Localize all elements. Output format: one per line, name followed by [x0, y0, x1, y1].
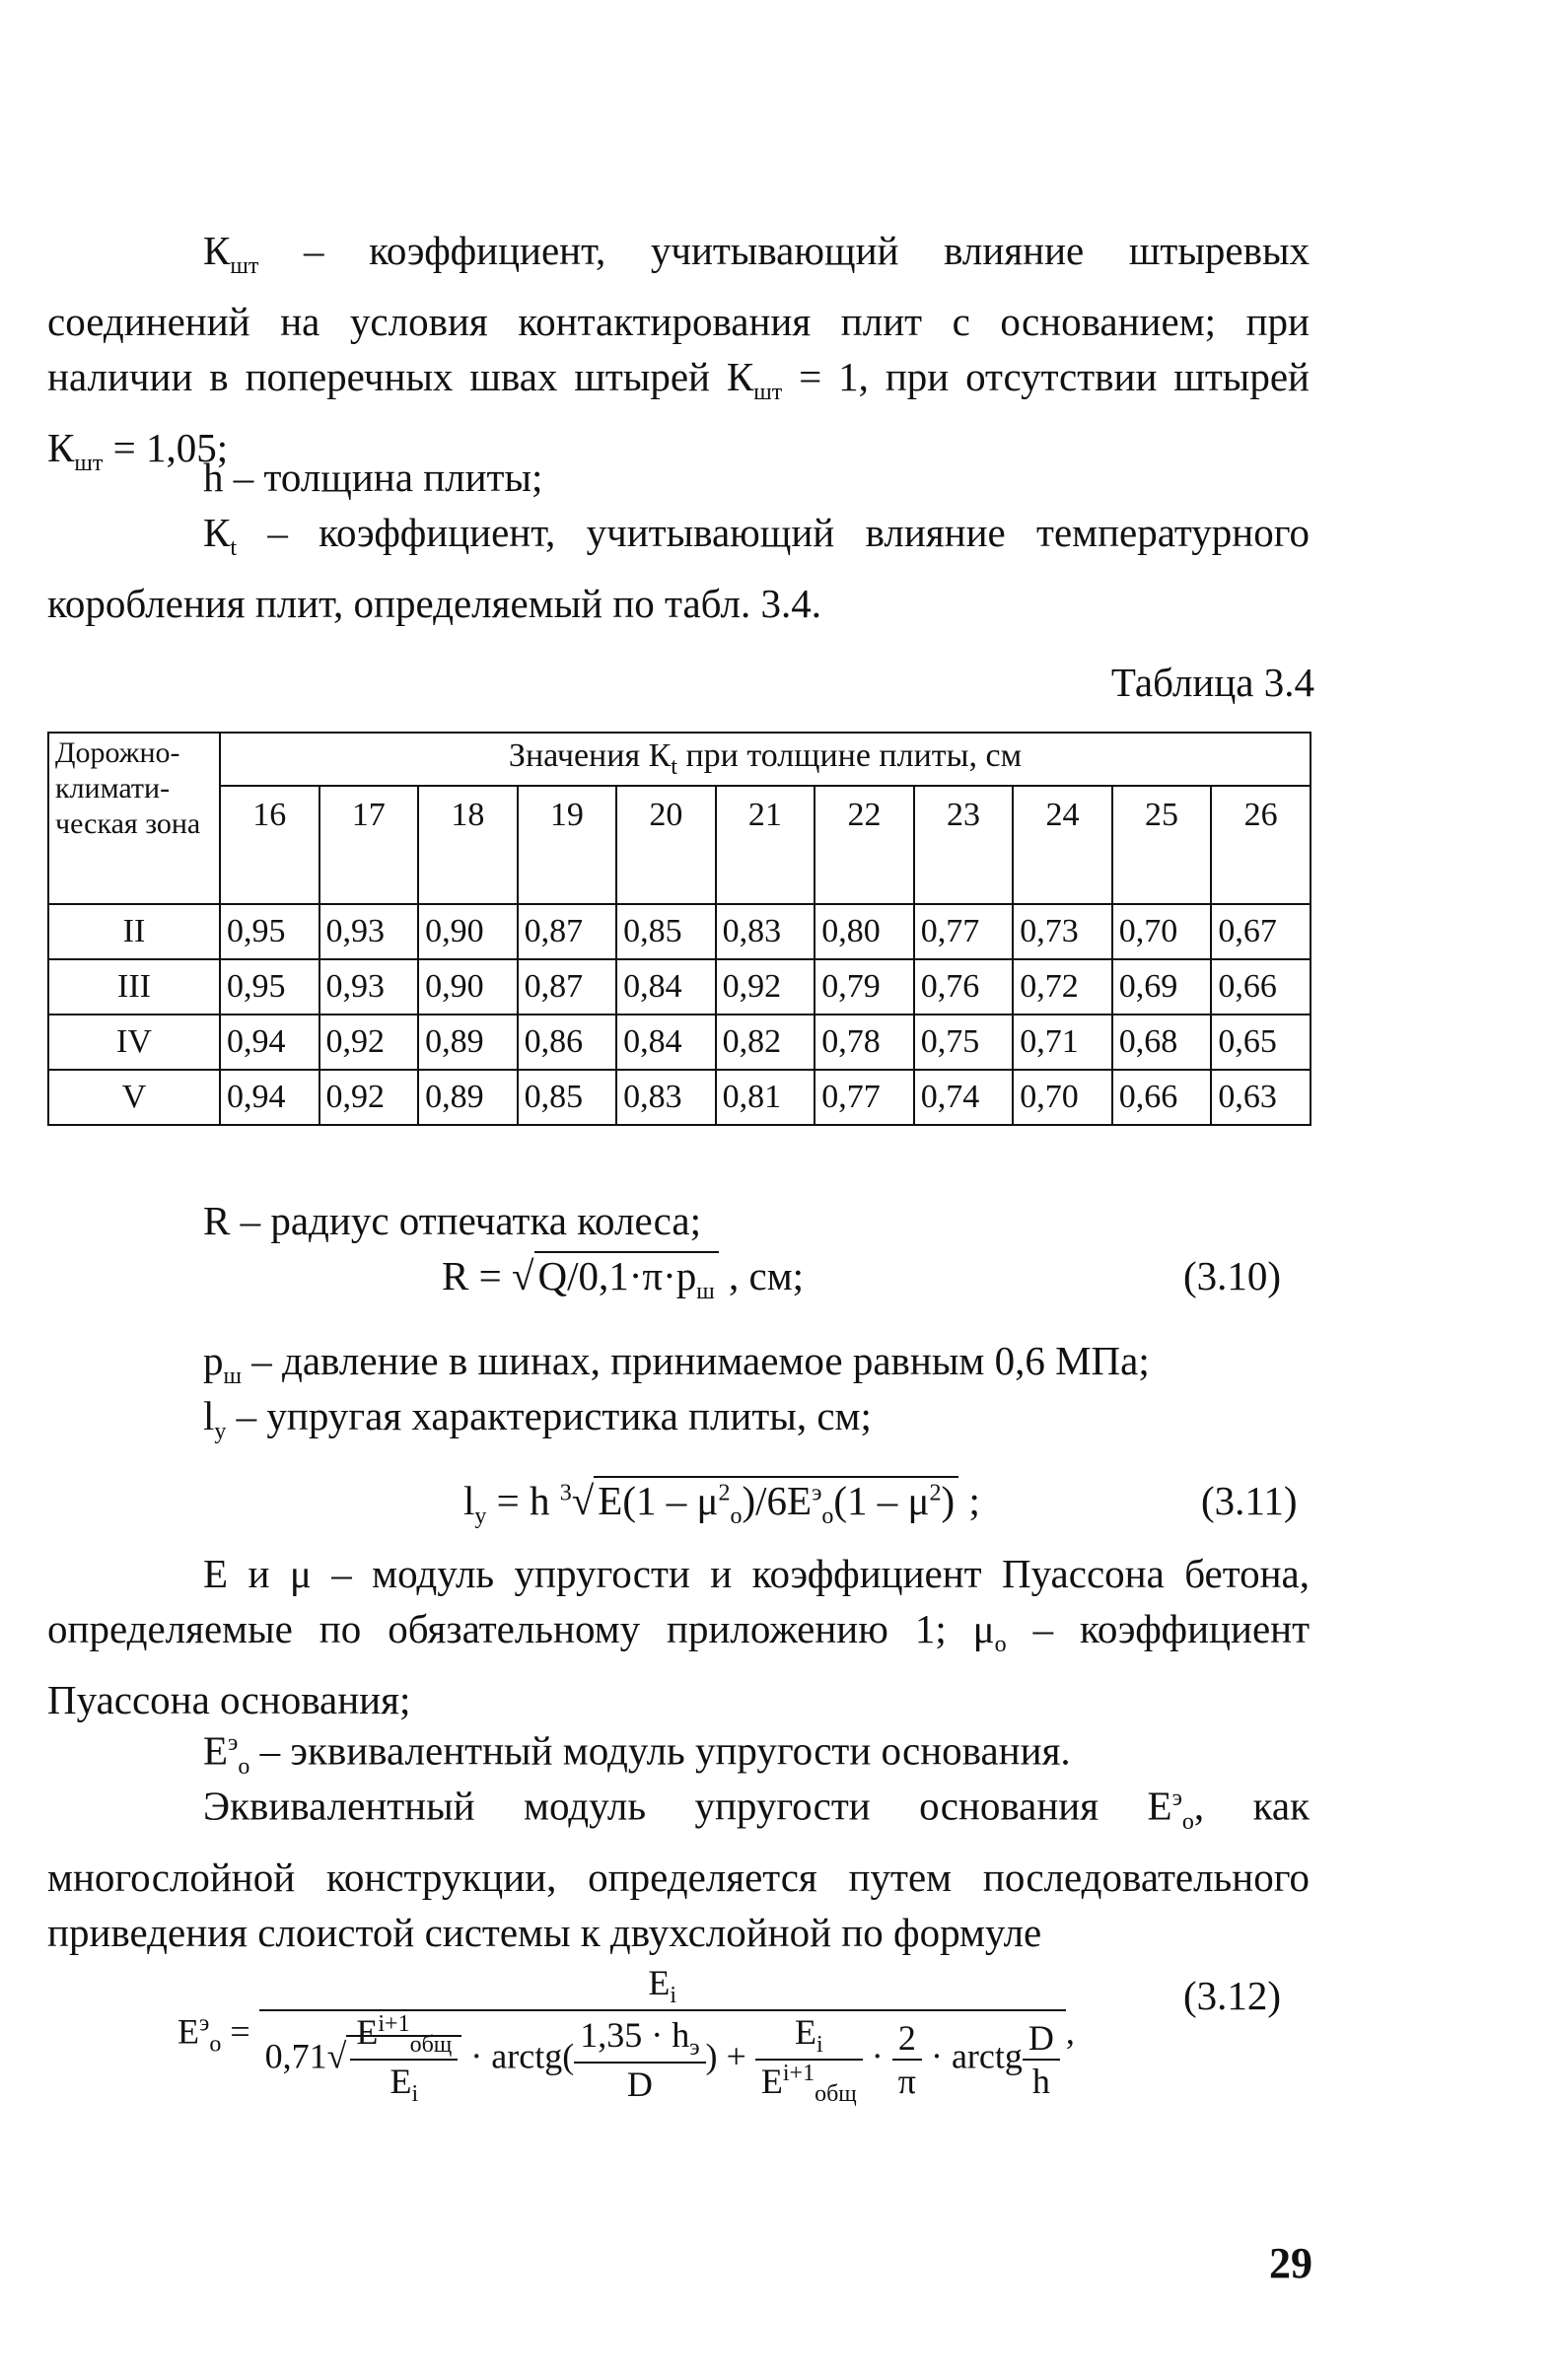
radical [346, 2011, 461, 2108]
table-header-row [48, 733, 1311, 786]
value-cell: 0,83 [716, 904, 815, 959]
paragraph-equivalent-modulus [47, 1771, 1310, 1960]
paragraph-r: R – радиус отпечатка колеса; [203, 1198, 701, 1243]
value-cell: 0,94 [220, 1070, 319, 1125]
value-cell: 0,89 [418, 1070, 518, 1125]
fraction [574, 2014, 705, 2105]
value-cell: 0,89 [418, 1015, 518, 1070]
text: · [862, 2036, 892, 2076]
value-cell: 0,92 [716, 959, 815, 1015]
subscript: шт [74, 451, 104, 477]
value-cell: 0,87 [518, 959, 617, 1015]
value-cell: 0,66 [1112, 1070, 1212, 1125]
superscript: э [812, 1480, 822, 1506]
superscript: i+1 [782, 2061, 815, 2087]
text: ; [958, 1478, 980, 1523]
text: – коэффициент, учитывающий влияние штыревых соединений на условия контактирования плит с основанием; при наличии в поперечных швах штырей К [47, 228, 1310, 400]
formula-3-10: $R = √Q/0,1\cdot\pi\cdot p_ш$ , см; [442, 1253, 805, 1305]
value-cell: 0,81 [716, 1070, 815, 1125]
subscript: общ [409, 2032, 453, 2059]
subscript: у [214, 1419, 227, 1445]
value-cell: 0,95 [220, 904, 319, 959]
denominator: D [626, 2065, 653, 2105]
table-title: Таблица 3.4 [1110, 660, 1314, 705]
text: E(1 – μ [598, 1478, 719, 1523]
value-cell: 0,85 [518, 1070, 617, 1125]
column-header: 26 [1211, 786, 1311, 904]
value-cell: 0,77 [815, 1070, 914, 1125]
text: = h [486, 1478, 560, 1523]
equation-number: (3.10) [1183, 1253, 1282, 1298]
superscript: 2 [929, 1480, 942, 1506]
column-header: 17 [319, 786, 419, 904]
column-header: 19 [518, 786, 617, 904]
paragraph-l [47, 1388, 1310, 1459]
value-cell: 0,70 [1013, 1070, 1112, 1125]
table-columns-row [48, 786, 1311, 904]
text: Значения К [508, 737, 672, 775]
value-cell: 0,72 [1013, 959, 1112, 1015]
zone-header: Дорожно-климати-ческая зона [48, 733, 220, 904]
subscript: общ [815, 2081, 857, 2108]
text: E и μ – модуль упругости и коэффициент Пуассона бетона, определяемые по обязательному приложению 1; μ [47, 1551, 1310, 1651]
radical [594, 1476, 958, 1530]
zone-cell: V [48, 1070, 220, 1125]
numerator [350, 2011, 458, 2061]
text: E [794, 2012, 816, 2053]
text: = 1,05; [103, 425, 229, 471]
value-cell: 0,69 [1112, 959, 1212, 1015]
value-cell: 0,82 [716, 1015, 815, 1070]
value-cell: 0,95 [220, 959, 319, 1015]
value-cell: 0,93 [319, 904, 419, 959]
subscript: o [238, 1753, 250, 1780]
fraction [892, 2017, 922, 2102]
table-row [48, 1070, 1311, 1125]
value-cell: 0,68 [1112, 1015, 1212, 1070]
subscript: шт [753, 380, 783, 406]
table-row [48, 904, 1311, 959]
zone-cell: II [48, 904, 220, 959]
value-cell: 0,94 [220, 1015, 319, 1070]
superscript: э [228, 1730, 239, 1756]
column-header: 23 [914, 786, 1014, 904]
subscript: o [994, 1632, 1007, 1658]
value-cell: 0,73 [1013, 904, 1112, 959]
text: – коэффициент Пуассона основания; [47, 1606, 1311, 1723]
text: Q/0,1·π·p [537, 1253, 697, 1298]
text: – давление в шинах, принимаемое равным 0,6 МПа; [241, 1338, 1150, 1383]
text: 1,35 · h [580, 2015, 690, 2056]
denominator: 0,71√ $\frac{E^{i+1}_{общ}}{E_i}$ · arctg( $\frac{1,35 \cdot h_э}{D}$ ) + $\frac{E_i}{E^{i+1}_{общ}}$ · $\frac{2}{\pi}$ · arctg $\frac{D}{h}$ [259, 2011, 1066, 2108]
numerator [259, 1962, 1066, 2011]
text: l [203, 1393, 215, 1438]
table-body [48, 904, 1311, 1125]
subscript: i [815, 2032, 823, 2059]
value-cell: 0,92 [319, 1070, 419, 1125]
text: 0,71 [264, 2036, 327, 2076]
text: , см; [718, 1253, 805, 1298]
text: = [221, 2011, 250, 2052]
text: · arctg [461, 2036, 563, 2076]
superscript: 2 [718, 1480, 731, 1506]
zone-cell: III [48, 959, 220, 1015]
value-cell: 0,75 [914, 1015, 1014, 1070]
table-row [48, 1015, 1311, 1070]
value-cell: 0,83 [616, 1070, 716, 1125]
column-header: 24 [1013, 786, 1112, 904]
value-cell: 0,85 [616, 904, 716, 959]
denominator: h [1031, 2062, 1050, 2102]
subscript: э [689, 2035, 700, 2062]
values-header [220, 733, 1311, 786]
text: p [203, 1338, 224, 1383]
text: Эквивалентный модуль упругости основания E [203, 1783, 1172, 1829]
text: E [390, 2062, 412, 2102]
column-header: 21 [716, 786, 815, 904]
fraction [755, 2011, 863, 2108]
value-cell: 0,84 [616, 1015, 716, 1070]
value-cell: 0,71 [1013, 1015, 1112, 1070]
denominator [350, 2061, 458, 2108]
text: E [177, 2011, 199, 2052]
superscript: э [199, 2010, 210, 2037]
table-row [48, 959, 1311, 1015]
subscript: o [209, 2031, 222, 2058]
superscript: э [1171, 1785, 1182, 1811]
value-cell: 0,80 [815, 904, 914, 959]
column-header: 25 [1112, 786, 1212, 904]
paragraph-h [47, 450, 1310, 505]
column-header: 20 [616, 786, 716, 904]
value-cell: 0,78 [815, 1015, 914, 1070]
value-cell: 0,79 [815, 959, 914, 1015]
text: = 1, при отсутствии штырей К [47, 354, 1310, 471]
subscript: ш [223, 1364, 242, 1390]
text: – упругая характеристика плиты, см; [226, 1393, 872, 1438]
value-cell: 0,67 [1211, 904, 1311, 959]
subscript: o [821, 1504, 834, 1530]
text: , как многослойной конструкции, определяется путем последовательного приведения слоистой системы к двухслойной по формуле [47, 1783, 1310, 1955]
subscript: ш [696, 1279, 715, 1305]
text: E [203, 1727, 229, 1774]
text: – эквивалентный модуль упругости основания. [249, 1727, 1071, 1774]
denominator: π [897, 2062, 916, 2102]
main-fraction [259, 1962, 1066, 2109]
subscript: t [671, 753, 677, 780]
subscript: шт [230, 253, 259, 280]
formula-3-11: $l_у = h$ $^3√E(1 - \mu^2_o)/6E^э_o(1 - \mu^2)$ ; [463, 1478, 980, 1530]
column-header: 18 [418, 786, 518, 904]
text: , [1065, 2011, 1075, 2052]
superscript: i+1 [378, 2011, 410, 2038]
value-cell: 0,66 [1211, 959, 1311, 1015]
symbol-k: К [203, 510, 231, 555]
text: · arctg [921, 2036, 1023, 2076]
column-header: 16 [220, 786, 319, 904]
text: E [648, 1963, 671, 2002]
fraction [350, 2011, 458, 2108]
value-cell: 0,77 [914, 904, 1014, 959]
text: l [463, 1478, 475, 1523]
value-cell: 0,84 [616, 959, 716, 1015]
value-cell: 0,76 [914, 959, 1014, 1015]
value-cell: 0,92 [319, 1015, 419, 1070]
text: h – толщина плиты; [203, 455, 543, 500]
subscript: i [670, 1983, 677, 2009]
text: ) [941, 1478, 956, 1523]
value-cell: 0,86 [518, 1015, 617, 1070]
equation-number: (3.12) [1183, 1973, 1282, 2018]
value-cell: 0,90 [418, 904, 518, 959]
column-header: 22 [815, 786, 914, 904]
subscript: t [230, 535, 238, 562]
zone-cell: IV [48, 1015, 220, 1070]
page-number: 29 [1269, 2239, 1312, 2287]
subscript: o [1181, 1808, 1194, 1835]
value-cell: 0,65 [1211, 1015, 1311, 1070]
text: – коэффициент, учитывающий влияние температурного коробления плит, определяемый по табл. 3.4. [47, 510, 1310, 627]
value-cell: 0,87 [518, 904, 617, 959]
numerator: D [1023, 2017, 1060, 2061]
value-cell: 0,70 [1112, 904, 1212, 959]
numerator [755, 2011, 863, 2061]
numerator [574, 2014, 705, 2064]
text: (1 – μ [833, 1478, 930, 1523]
text: + [717, 2036, 755, 2076]
value-cell: 0,93 [319, 959, 419, 1015]
paragraph-e-mu [47, 1546, 1310, 1727]
value-cell: 0,74 [914, 1070, 1014, 1125]
numerator: 2 [892, 2017, 922, 2061]
text: )/6E [742, 1478, 813, 1523]
data-table [47, 732, 1311, 1126]
fraction [1023, 2017, 1060, 2102]
subscript: у [474, 1504, 487, 1530]
subscript: o [730, 1504, 743, 1530]
text: E [760, 2062, 783, 2102]
value-cell: 0,90 [418, 959, 518, 1015]
formula-3-12 [177, 1962, 1075, 2109]
text: R = [442, 1253, 502, 1298]
root-index: 3 [559, 1480, 572, 1506]
text: E [356, 2012, 379, 2053]
denominator [755, 2061, 863, 2108]
value-cell: 0,63 [1211, 1070, 1311, 1125]
subscript: i [411, 2081, 419, 2108]
equation-number: (3.11) [1201, 1478, 1298, 1523]
text: при толщине плиты, см [676, 737, 1023, 775]
paragraph-kt [47, 505, 1310, 631]
symbol-k: К [203, 228, 231, 273]
